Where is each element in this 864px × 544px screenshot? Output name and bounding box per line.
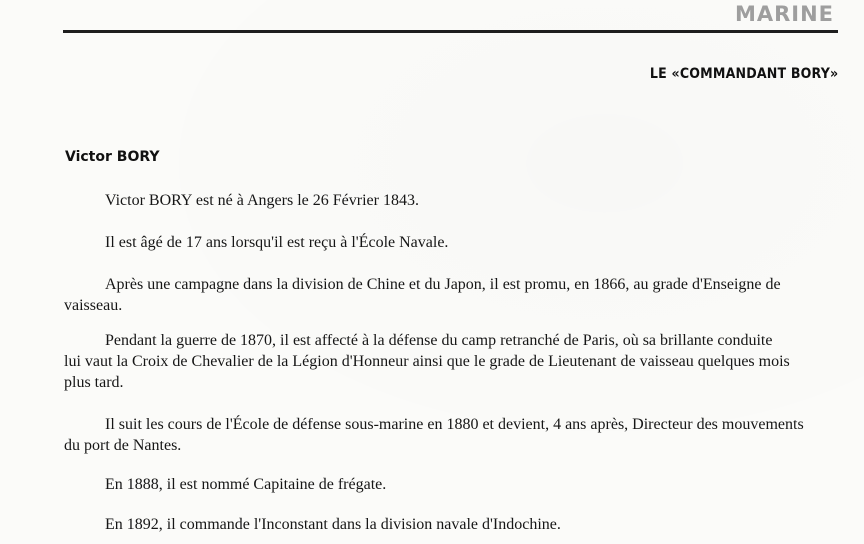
paragraph-line: lui vaut la Croix de Chevalier de la Légion d'Honneur ainsi que le grade de Lieutenant de vaisseau quelques mois <box>64 353 790 370</box>
paragraph-line: En 1892, il commande l'Inconstant dans la division navale d'Indochine. <box>105 516 561 533</box>
paragraph-line: du port de Nantes. <box>64 437 182 454</box>
paragraph-captain-1888 <box>64 474 844 495</box>
paragraph-line: Pendant la guerre de 1870, il est affecté à la défense du camp retranché de Paris, où sa brillante conduite <box>105 332 773 349</box>
paragraph-line: En 1888, il est nommé Capitaine de frégate. <box>105 476 387 493</box>
paragraph-line: Après une campagne dans la division de Chine et du Japon, il est promu, en 1866, au grade d'Enseigne de <box>105 276 781 293</box>
paragraph-line: Il est âgé de 17 ans lorsqu'il est reçu à l'École Navale. <box>105 234 449 251</box>
paragraph-campaign-china-japan <box>64 274 844 316</box>
paragraph-naval-school <box>64 232 844 253</box>
paragraph-birth <box>64 190 844 211</box>
paragraph-war-1870 <box>64 330 844 393</box>
paragraph-line: vaisseau. <box>64 297 123 314</box>
paragraph-line: Victor BORY est né à Angers le 26 Février 1843. <box>105 192 419 209</box>
header-rule <box>63 30 838 33</box>
section-header-marine: MARINE <box>734 2 834 26</box>
paragraph-line: plus tard. <box>64 374 124 391</box>
paragraph-submarine-school <box>64 414 844 456</box>
article-title: LE «COMMANDANT BORY» <box>649 66 838 82</box>
paragraph-inconstant-1892 <box>64 514 844 535</box>
subject-name-heading: Victor BORY <box>65 149 160 165</box>
paragraph-line: Il suit les cours de l'École de défense sous-marine en 1880 et devient, 4 ans après, Directeur des mouvements <box>105 416 804 433</box>
